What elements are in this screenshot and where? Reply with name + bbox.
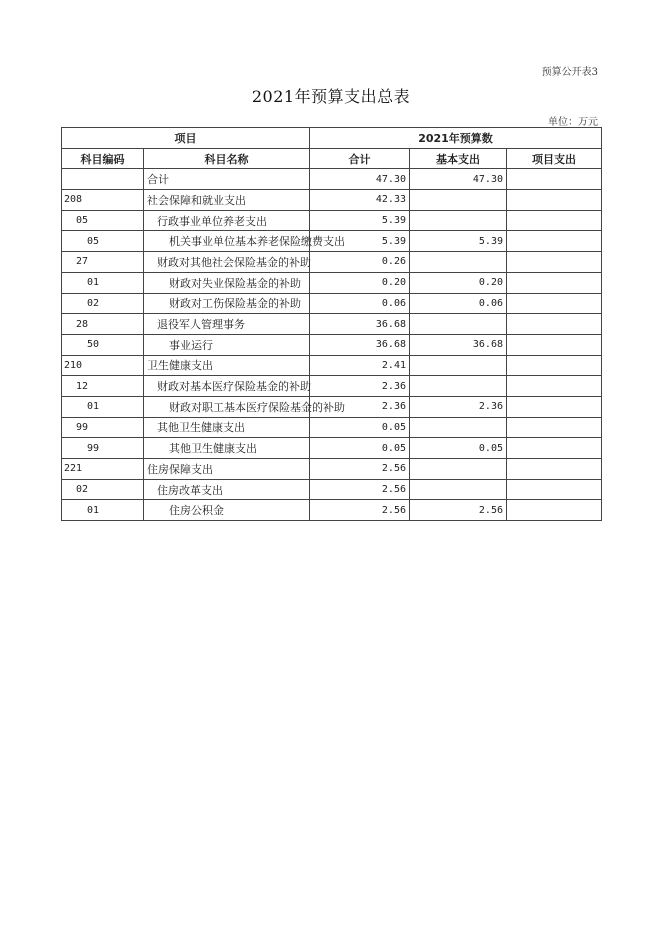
cell-name: 社会保障和就业支出	[144, 190, 310, 211]
cell-total: 2.41	[310, 355, 410, 376]
cell-project	[507, 376, 602, 397]
table-row	[62, 293, 602, 314]
table-row	[62, 479, 602, 500]
cell-name: 其他卫生健康支出	[144, 417, 310, 438]
cell-name: 退役军人管理事务	[144, 314, 310, 335]
cell-total: 2.56	[310, 500, 410, 521]
cell-name: 住房保障支出	[144, 459, 310, 480]
cell-total: 2.36	[310, 396, 410, 417]
cell-name: 财政对基本医疗保险基金的补助	[144, 376, 310, 397]
table-row	[62, 210, 602, 231]
cell-basic	[410, 252, 507, 273]
cell-project	[507, 210, 602, 231]
column-header-name: 科目名称	[144, 148, 310, 169]
cell-basic	[410, 355, 507, 376]
column-header-code: 科目编码	[62, 148, 144, 169]
cell-basic: 2.36	[410, 396, 507, 417]
cell-total: 2.56	[310, 459, 410, 480]
cell-code: 221	[62, 459, 144, 480]
group-header-item: 项目	[62, 128, 310, 149]
cell-code: 05	[62, 231, 144, 252]
column-header-basic: 基本支出	[410, 148, 507, 169]
table-row	[62, 376, 602, 397]
table-row	[62, 169, 602, 190]
cell-name: 住房公积金	[144, 500, 310, 521]
cell-project	[507, 314, 602, 335]
table-row	[62, 396, 602, 417]
cell-project	[507, 500, 602, 521]
cell-total: 42.33	[310, 190, 410, 211]
cell-code: 210	[62, 355, 144, 376]
cell-basic	[410, 459, 507, 480]
cell-project	[507, 272, 602, 293]
cell-name: 合计	[144, 169, 310, 190]
cell-basic	[410, 479, 507, 500]
table-row	[62, 500, 602, 521]
cell-project	[507, 479, 602, 500]
cell-name: 机关事业单位基本养老保险缴费支出	[144, 231, 310, 252]
cell-total: 47.30	[310, 169, 410, 190]
table-body	[62, 169, 602, 521]
cell-basic	[410, 376, 507, 397]
cell-code: 12	[62, 376, 144, 397]
cell-name: 财政对失业保险基金的补助	[144, 272, 310, 293]
cell-basic: 0.05	[410, 438, 507, 459]
cell-code: 02	[62, 293, 144, 314]
table-row	[62, 355, 602, 376]
cell-total: 0.05	[310, 417, 410, 438]
column-header-project: 项目支出	[507, 148, 602, 169]
cell-name: 事业运行	[144, 334, 310, 355]
cell-total: 2.36	[310, 376, 410, 397]
cell-code: 99	[62, 417, 144, 438]
cell-name: 其他卫生健康支出	[144, 438, 310, 459]
cell-basic	[410, 417, 507, 438]
table-row	[62, 334, 602, 355]
cell-code: 27	[62, 252, 144, 273]
cell-project	[507, 438, 602, 459]
cell-name: 行政事业单位养老支出	[144, 210, 310, 231]
cell-code: 01	[62, 396, 144, 417]
cell-code: 50	[62, 334, 144, 355]
cell-basic	[410, 210, 507, 231]
cell-basic: 0.20	[410, 272, 507, 293]
budget-table	[61, 127, 602, 521]
cell-basic: 2.56	[410, 500, 507, 521]
cell-project	[507, 293, 602, 314]
cell-project	[507, 169, 602, 190]
cell-total: 5.39	[310, 231, 410, 252]
group-header-row	[62, 128, 602, 149]
unit-label: 单位：万元	[548, 117, 598, 128]
cell-name: 卫生健康支出	[144, 355, 310, 376]
cell-project	[507, 334, 602, 355]
cell-name: 住房改革支出	[144, 479, 310, 500]
table-row	[62, 438, 602, 459]
cell-basic	[410, 314, 507, 335]
column-header-row	[62, 148, 602, 169]
cell-total: 0.20	[310, 272, 410, 293]
cell-total: 0.05	[310, 438, 410, 459]
table-row	[62, 231, 602, 252]
group-header-budget: 2021年预算数	[310, 128, 602, 149]
cell-basic: 0.06	[410, 293, 507, 314]
cell-total: 0.06	[310, 293, 410, 314]
cell-code: 01	[62, 500, 144, 521]
cell-project	[507, 417, 602, 438]
cell-total: 5.39	[310, 210, 410, 231]
cell-project	[507, 355, 602, 376]
cell-code	[62, 169, 144, 190]
cell-code: 208	[62, 190, 144, 211]
cell-name: 财政对工伤保险基金的补助	[144, 293, 310, 314]
cell-name: 财政对职工基本医疗保险基金的补助	[144, 396, 310, 417]
cell-name: 财政对其他社会保险基金的补助	[144, 252, 310, 273]
table-row	[62, 417, 602, 438]
cell-project	[507, 459, 602, 480]
cell-code: 05	[62, 210, 144, 231]
cell-basic: 36.68	[410, 334, 507, 355]
cell-code: 02	[62, 479, 144, 500]
cell-total: 36.68	[310, 314, 410, 335]
cell-code: 99	[62, 438, 144, 459]
table-row	[62, 459, 602, 480]
cell-basic: 47.30	[410, 169, 507, 190]
table-row	[62, 272, 602, 293]
cell-basic	[410, 190, 507, 211]
cell-basic: 5.39	[410, 231, 507, 252]
cell-total: 2.56	[310, 479, 410, 500]
cell-code: 28	[62, 314, 144, 335]
table-row	[62, 252, 602, 273]
cell-project	[507, 396, 602, 417]
page-reference: 预算公开表3	[541, 67, 598, 78]
cell-total: 0.26	[310, 252, 410, 273]
cell-code: 01	[62, 272, 144, 293]
page-title: 2021年预算支出总表	[251, 87, 411, 106]
table-row	[62, 190, 602, 211]
table-row	[62, 314, 602, 335]
cell-project	[507, 190, 602, 211]
column-header-total: 合计	[310, 148, 410, 169]
cell-project	[507, 231, 602, 252]
cell-total: 36.68	[310, 334, 410, 355]
cell-project	[507, 252, 602, 273]
